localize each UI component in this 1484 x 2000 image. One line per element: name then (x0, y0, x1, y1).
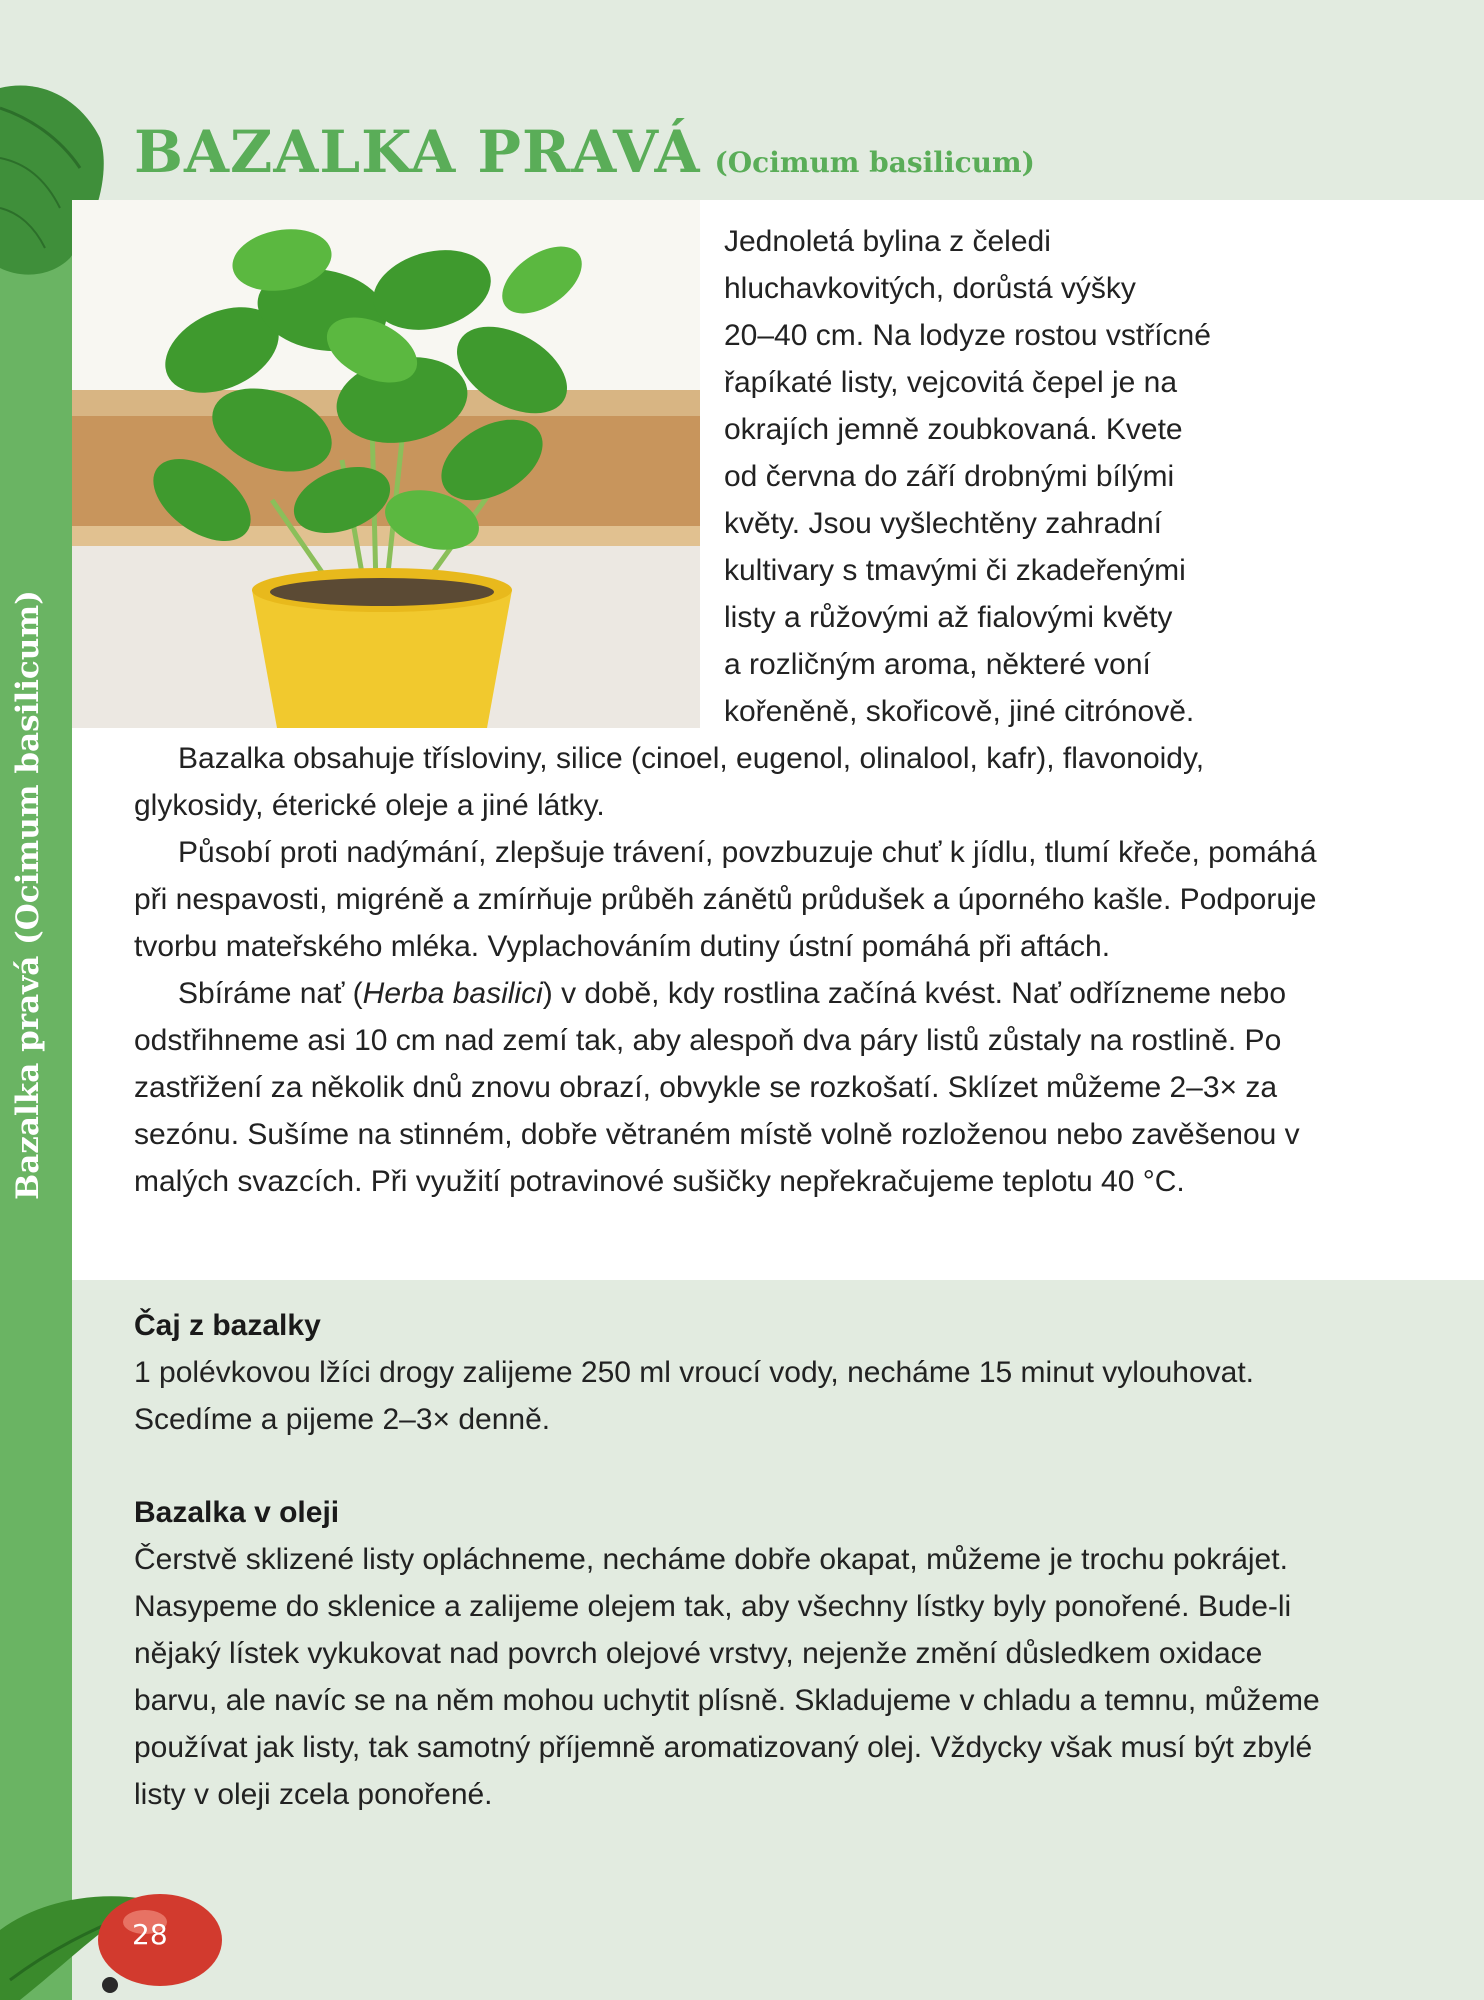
recipes-section (134, 1302, 1354, 1864)
intro-line: listy a růžovými až fialovými květy (724, 601, 1173, 634)
intro-line: okrajích jemně zoubkovaná. Kvete (724, 413, 1183, 446)
intro-line: hluchavkovitých, dorůstá výšky (724, 272, 1136, 305)
intro-line: kořeněně, skořicově, jiné citrónově. (724, 695, 1195, 728)
recipe-heading: Bazalka v oleji (134, 1496, 340, 1529)
rosehip-decoration-icon (0, 1860, 230, 2000)
intro-line: květy. Jsou vyšlechtěny zahradní (724, 507, 1162, 540)
intro-line: a rozličným aroma, některé voní (724, 648, 1151, 681)
body-text (134, 735, 1334, 1205)
intro-line: 20–40 cm. Na lodyze rostou vstřícné (724, 319, 1211, 352)
recipe-text: Čerstvě sklizené listy opláchneme, necháme dobře okapat, můžeme je trochu pokrájet. Nasypeme do sklenice a zalijeme olejem tak, aby všechny lístky byly ponořené. Bude-li nějaký lístek vykukovat nad povrch olejové vrstvy, nejenže změní důsledkem oxidace barvu, ale navíc se na něm mohou uchytit plísně. Skladujeme v chladu a temnu, můžeme používat jak listy, tak samotný příjemně aromatizovaný olej. Vždycky však musí být zbylé listy v oleji zcela ponořené. (134, 1543, 1320, 1811)
herba-basilici: Herba basilici (362, 977, 543, 1010)
paragraph-harvest (134, 970, 1334, 1205)
title-latin: (Ocimum basilicum) (714, 146, 1035, 179)
side-running-title: Bazalka pravá (Ocimum basilicum) (10, 590, 46, 1200)
paragraph-composition: Bazalka obsahuje třísloviny, silice (cinoel, eugenol, olinalool, kafr), flavonoidy, glykosidy, éterické oleje a jiné látky. (134, 742, 1205, 822)
recipe-oil (134, 1489, 1354, 1818)
basil-photo (72, 200, 700, 728)
harvest-text-rest: ) v době, kdy rostlina začíná kvést. Nať odřízneme nebo odstřihneme asi 10 cm nad zemí tak, aby alespoň dva páry listů zůstaly na rostlině. Po zastřižení za několik dnů znovu obrazí, obvykle se rozkošatí. Sklízet můžeme 2–3× za sezónu. Sušíme na stinném, dobře větraném místě volně rozloženou nebo zavěšenou v malých svazcích. Při využití potravinové sušičky nepřekračujeme teplotu 40 °C. (134, 977, 1300, 1198)
paragraph-effects: Působí proti nadýmání, zlepšuje trávení, povzbuzuje chuť k jídlu, tlumí křeče, pomáhá při nespavosti, migréně a zmírňuje průběh zánětů průdušek a úporného kašle. Podporuje tvorbu mateřského mléka. Vyplachováním dutiny ústní pomáhá při aftách. (134, 836, 1317, 963)
intro-line: od června do září drobnými bílými (724, 460, 1175, 493)
intro-line: Jednoletá bylina z čeledi (724, 225, 1051, 258)
page-title (134, 118, 1035, 186)
intro-line: kultivary s tmavými či zkadeřenými (724, 554, 1186, 587)
intro-text (724, 218, 1264, 735)
page-number: 28 (132, 1918, 168, 1951)
harvest-text-start: Sbíráme nať ( (178, 977, 363, 1010)
recipe-heading: Čaj z bazalky (134, 1309, 321, 1342)
title-main: BAZALKA PRAVÁ (134, 118, 701, 186)
recipe-text: 1 polévkovou lžíci drogy zalijeme 250 ml vroucí vody, necháme 15 minut vylouhovat. Scedíme a pijeme 2–3× denně. (134, 1356, 1255, 1436)
intro-line: řapíkaté listy, vejcovitá čepel je na (724, 366, 1178, 399)
recipe-tea (134, 1302, 1354, 1443)
